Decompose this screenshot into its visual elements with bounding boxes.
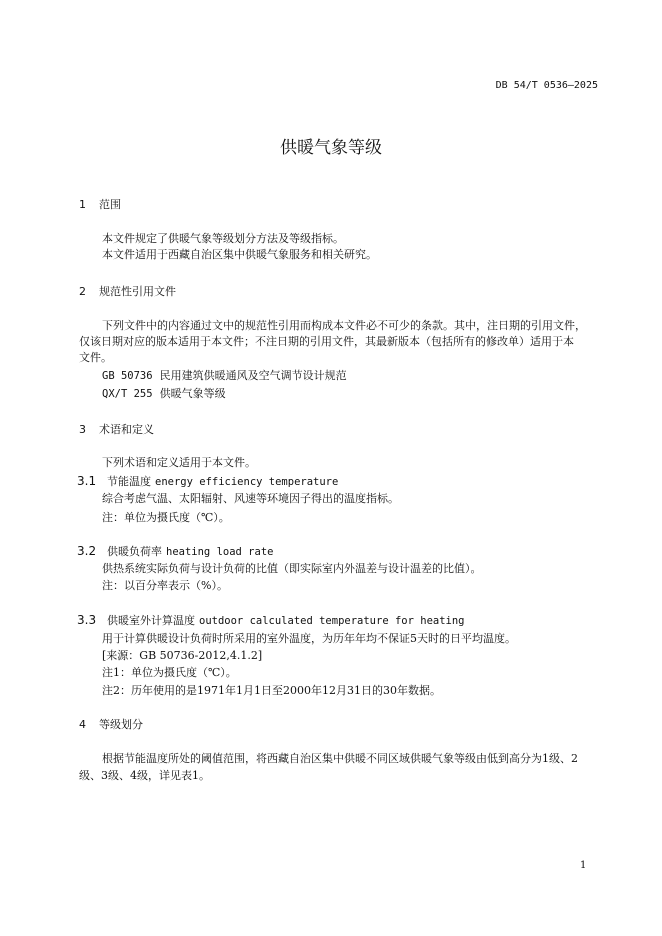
section-title: 范围 xyxy=(99,198,121,211)
paragraph-line: 文件。 xyxy=(79,351,112,364)
section-number: 2 xyxy=(79,285,86,298)
term-source: [来源：GB 50736-2012,4.1.2] xyxy=(102,649,263,662)
term-note: 注：以百分率表示（%）。 xyxy=(102,579,228,592)
section-title: 等级划分 xyxy=(99,718,143,731)
term-zh: 供暖负荷率 xyxy=(107,545,162,558)
section-heading-grade-division xyxy=(79,716,143,732)
section-title: 规范性引用文件 xyxy=(99,285,176,298)
term-definition: 用于计算供暖设计负荷时所采用的室外温度，为历年年均不保证5天时的日平均温度。 xyxy=(102,632,516,645)
term-heading xyxy=(77,543,273,559)
section-heading-normative-references xyxy=(79,283,176,299)
term-en: outdoor calculated temperature for heating xyxy=(199,615,465,627)
section-title: 术语和定义 xyxy=(99,423,154,436)
reference-code: QX/T 255 xyxy=(102,388,153,400)
term-en: energy efficiency temperature xyxy=(155,476,339,488)
section-number: 4 xyxy=(79,718,86,731)
paragraph: 下列术语和定义适用于本文件。 xyxy=(102,456,256,469)
term-zh: 节能温度 xyxy=(107,475,151,488)
document-code: DB 54/T 0536—2025 xyxy=(495,80,598,91)
term-note: 注1：单位为摄氏度（℃）。 xyxy=(102,666,237,679)
paragraph-line: 仅该日期对应的版本适用于本文件；不注日期的引用文件，其最新版本（包括所有的修改单）适用于本 xyxy=(79,335,574,348)
term-heading xyxy=(77,473,338,489)
section-heading-terms xyxy=(79,421,154,437)
paragraph-line: 根据节能温度所处的阈值范围，将西藏自治区集中供暖不同区域供暖气象等级由低到高分为1级、2 xyxy=(102,752,578,765)
term-definition: 供热系统实际负荷与设计负荷的比值（即实际室内外温差与设计温差的比值）。 xyxy=(102,562,482,575)
term-note: 注2：历年使用的是1971年1月1日至2000年12月31日的30年数据。 xyxy=(102,684,441,697)
reference-item xyxy=(102,366,347,386)
paragraph-line: 级、3级、4级，详见表1。 xyxy=(79,769,210,782)
term-number: 3.1 xyxy=(77,474,97,488)
term-note: 注：单位为摄氏度（℃）。 xyxy=(102,511,230,524)
section-number: 3 xyxy=(79,423,86,436)
document-title: 供暖气象等级 xyxy=(280,138,382,158)
page-number: 1 xyxy=(580,860,587,871)
term-en: heating load rate xyxy=(166,546,274,558)
paragraph: 本文件规定了供暖气象等级划分方法及等级指标。 xyxy=(102,232,344,245)
term-definition: 综合考虑气温、太阳辐射、风速等环境因子得出的温度指标。 xyxy=(102,492,399,505)
paragraph-line: 下列文件中的内容通过文中的规范性引用而构成本文件必不可少的条款。其中，注日期的引用文件， xyxy=(102,319,586,332)
reference-name: 供暖气象等级 xyxy=(159,387,226,400)
reference-item xyxy=(102,384,226,404)
reference-name: 民用建筑供暖通风及空气调节设计规范 xyxy=(159,369,347,382)
term-number: 3.3 xyxy=(77,613,97,627)
term-heading xyxy=(77,612,465,628)
section-number: 1 xyxy=(79,198,86,211)
term-zh: 供暖室外计算温度 xyxy=(107,614,195,627)
paragraph: 本文件适用于西藏自治区集中供暖气象服务和相关研究。 xyxy=(102,248,377,261)
term-number: 3.2 xyxy=(77,544,97,558)
reference-code: GB 50736 xyxy=(102,370,153,382)
section-heading-scope xyxy=(79,196,121,212)
